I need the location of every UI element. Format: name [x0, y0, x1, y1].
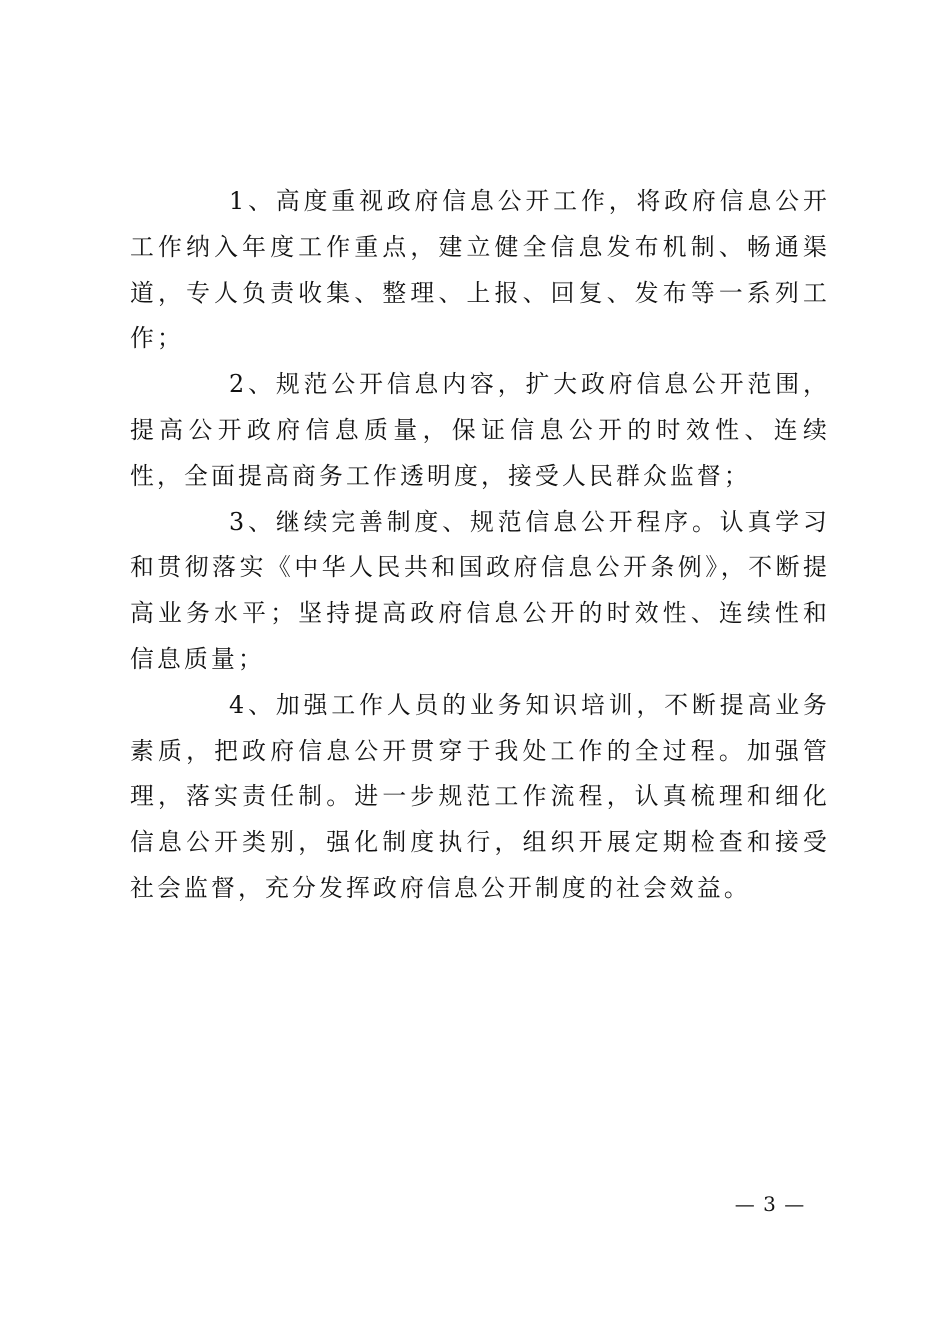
paragraph-3: 3、继续完善制度、规范信息公开程序。认真学习和贯彻落实《中华人民共和国政府信息公开条例》，不断提高业务水平；坚持提高政府信息公开的时效性、连续性和信息质量； — [130, 507, 830, 673]
paragraph-1: 1、高度重视政府信息公开工作，将政府信息公开工作纳入年度工作重点，建立健全信息发布机制、畅通渠道，专人负责收集、整理、上报、回复、发布等一系列工作； — [130, 187, 830, 353]
paragraph-2: 2、规范公开信息内容，扩大政府信息公开范围，提高公开政府信息质量，保证信息公开的时效性、连续性，全面提高商务工作透明度，接受人民群众监督； — [130, 370, 830, 490]
page-number: — 3 — — [734, 1192, 806, 1216]
paragraph-4: 4、加强工作人员的业务知识培训，不断提高业务素质，把政府信息公开贯穿于我处工作的全过程。加强管理，落实责任制。进一步规范工作流程，认真梳理和细化信息公开类别，强化制度执行，组织开展定期检查和接受社会监督，充分发挥政府信息公开制度的社会效益。 — [130, 690, 830, 902]
document-body — [130, 179, 830, 912]
